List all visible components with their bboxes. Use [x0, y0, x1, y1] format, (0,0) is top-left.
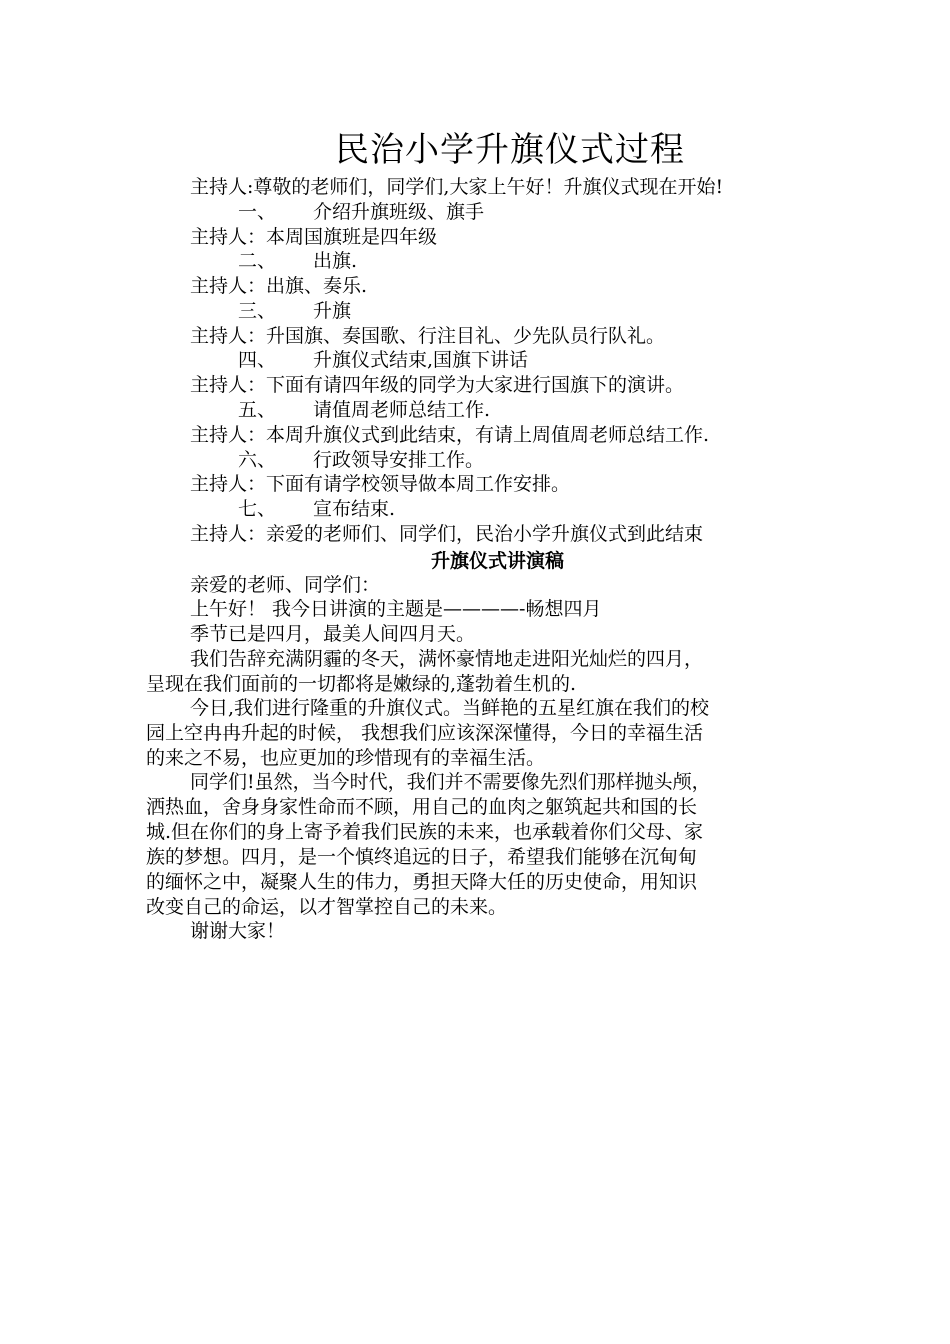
paragraph-line: 的来之不易，也应更加的珍惜现有的幸福生活。: [146, 747, 546, 769]
paragraph-line: 园上空冉冉升起的时候， 我想我们应该深深懂得，今日的幸福生活: [146, 722, 704, 744]
document-title: 民治小学升旗仪式过程: [335, 130, 685, 170]
step-text: 升旗: [313, 300, 352, 322]
step-item: [238, 497, 395, 522]
host-line: 主持人：本周国旗班是四年级: [190, 226, 438, 248]
step-number: 一、: [238, 201, 277, 223]
host-line: 主持人：本周升旗仪式到此结束，有请上周值周老师总结工作.: [190, 424, 710, 446]
step-text: 宣布结束.: [313, 498, 396, 520]
step-text: 出旗.: [313, 250, 358, 272]
speech-season-line: 季节已是四月，最美人间四月天。: [190, 623, 476, 645]
paragraph-line: 的缅怀之中，凝聚人生的伟力，勇担天降大任的历史使命，用知识: [146, 871, 698, 893]
host-line: 主持人：出旗、奏乐.: [190, 275, 368, 297]
speech-paragraph-3: [146, 770, 816, 920]
host-line: 主持人：升国旗、奏国歌、行注目礼、少先队员行队礼。: [190, 325, 666, 347]
step-text: 请值周老师总结工作.: [313, 399, 491, 421]
step-text: 行政领导安排工作。: [313, 449, 485, 471]
paragraph-line: 城.但在你们的身上寄予着我们民族的未来，也承载着你们父母、家: [146, 821, 704, 843]
step-text: 介绍升旗班级、旗手: [313, 201, 485, 223]
speech-closing: 谢谢大家！: [190, 920, 286, 942]
step-item: [238, 299, 351, 324]
host-opening-line: 主持人:尊敬的老师们，同学们,大家上午好！升旗仪式现在开始!: [190, 176, 724, 198]
paragraph-line: 呈现在我们面前的一切都将是嫩绿的,蓬勃着生机的.: [146, 673, 577, 695]
host-line: 主持人：亲爱的老师们、同学们，民治小学升旗仪式到此结束: [190, 523, 704, 545]
step-number: 二、: [238, 250, 277, 272]
paragraph-line: 改变自己的命运，以才智掌控自己的未来。: [146, 896, 508, 918]
step-number: 五、: [238, 399, 277, 421]
paragraph-line: 族的梦想。四月，是一个慎终追远的日子，希望我们能够在沉甸甸: [146, 846, 698, 868]
speech-greeting: 亲爱的老师、同学们：: [190, 574, 381, 596]
step-item: [238, 200, 484, 225]
step-number: 七、: [238, 498, 277, 520]
paragraph-line: 同学们!虽然，当今时代，我们并不需要像先烈们那样抛头颅，: [190, 771, 711, 793]
step-item: [238, 398, 490, 423]
step-number: 六、: [238, 449, 277, 471]
paragraph-line: 我们告辞充满阴霾的冬天，满怀豪情地走进阳光灿烂的四月，: [190, 648, 704, 670]
speech-paragraph-2: [146, 696, 816, 771]
speech-paragraph-1: [146, 647, 816, 697]
host-line: 主持人：下面有请四年级的同学为大家进行国旗下的演讲。: [190, 374, 685, 396]
step-item: [238, 348, 528, 373]
step-number: 三、: [238, 300, 277, 322]
paragraph-line: 今日,我们进行隆重的升旗仪式。当鲜艳的五星红旗在我们的校: [190, 697, 710, 719]
speech-opening-line: 上午好！ 我今日讲演的主题是————-畅想四月: [190, 598, 602, 620]
speech-title: 升旗仪式讲演稿: [430, 550, 564, 572]
step-number: 四、: [238, 349, 277, 371]
step-item: [238, 249, 357, 274]
paragraph-line: 洒热血，舍身身家性命而不顾，用自己的血肉之躯筑起共和国的长: [146, 796, 698, 818]
step-text: 升旗仪式结束,国旗下讲话: [313, 349, 529, 371]
step-item: [238, 448, 484, 473]
host-line: 主持人：下面有请学校领导做本周工作安排。: [190, 473, 571, 495]
